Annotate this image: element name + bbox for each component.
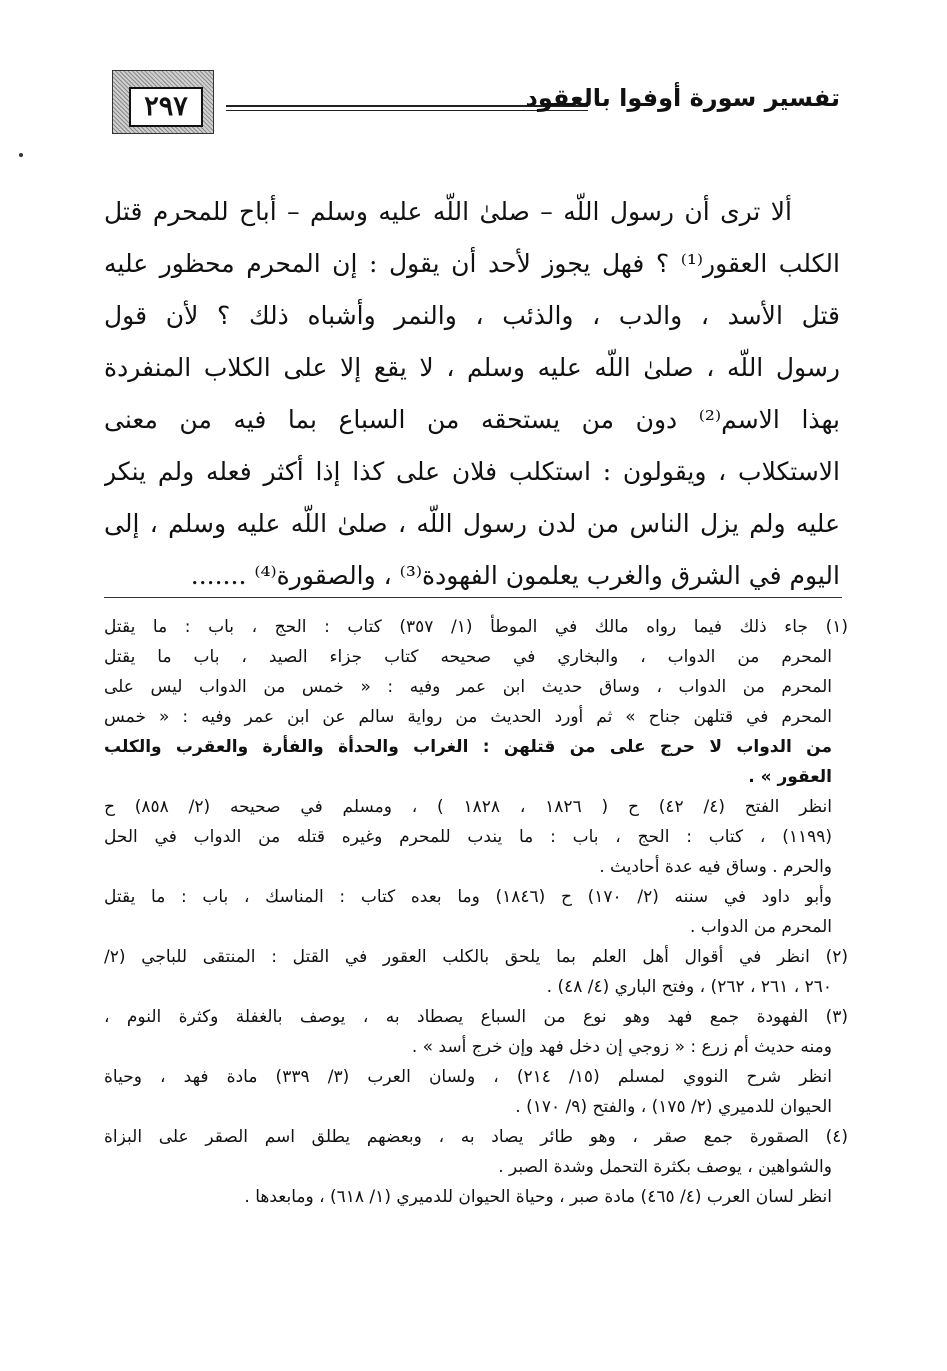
footnote-line: المحرم من الدواب . [689,917,832,937]
footnote-line: (٢) انظر في أقوال أهل العلم بما يلحق بالكلب العقور في القتل : المنتقى للباجي (٢/ [104,947,848,967]
footnote-line: انظر لسان العرب (٤/ ٤٦٥) مادة صبر ، وحياة الحيوان للدميري (١/ ٦١٨) ، ومابعدها . [244,1187,832,1207]
main-text-line: رسول اللّه ، صلىٰ اللّه عليه وسلم ، لا يقع إلا على الكلاب المنفردة [104,353,840,382]
main-text-line: اليوم في الشرق والغرب يعلمون الفهودة⁽³⁾ ، والصقورة⁽⁴⁾ ....... [190,561,840,590]
footnote-line: (١) جاء ذلك فيما رواه مالك في الموطأ (١/ ٣٥٧) كتاب : الحج ، باب : ما يقتل [104,617,848,637]
main-text-line: الاستكلاب ، ويقولون : استكلب فلان على كذا إذا أكثر فعله ولم ينكر [104,457,840,486]
main-text-line: عليه ولم يزل الناس من لدن رسول اللّه ، صلىٰ اللّه عليه وسلم ، إلى [104,509,840,538]
footnote-line: المحرم من الدواب ، والبخاري في صحيحه كتاب جزاء الصيد ، باب ما يقتل [104,647,832,667]
footnote-line: انظر شرح النووي لمسلم (١٥/ ٢١٤) ، ولسان العرب (٣/ ٣٣٩) مادة فهد ، وحياة [104,1067,832,1087]
footnote-line: (١١٩٩) ، كتاب : الحج ، باب : ما يندب للمحرم وغيره قتله من الدواب في الحل [104,827,832,847]
page-number: ٢٩٧ [129,87,203,127]
footnote-line: انظر الفتح (٤/ ٤٢) ح ( ١٨٢٦ ، ١٨٢٨ ) ، ومسلم في صحيحه (٢/ ٨٥٨) ح [104,797,832,817]
footnote-line: الحيوان للدميري (٢/ ١٧٥) ، والفتح (٩/ ١٧٠) . [515,1097,832,1117]
footnote-line: والشواهين ، يوصف بكثرة التحمل وشدة الصبر . [498,1157,832,1177]
main-text-line: ألا ترى أن رسول اللّه – صلىٰ اللّه عليه وسلم – أباح للمحرم قتل [104,197,792,226]
main-text-line: بهذا الاسم⁽²⁾ دون من يستحقه من السباع بما فيه من معنى [104,405,840,434]
main-text-line: قتل الأسد ، والدب ، والذئب ، والنمر وأشباه ذلك ؟ لأن قول [104,301,840,330]
footnote-line: (٤) الصقورة جمع صقر ، وهو طائر يصاد به ، وبعضهم يطلق اسم الصقر على البزاة [104,1127,848,1147]
main-text-line: الكلب العقور⁽¹⁾ ؟ فهل يجوز لأحد أن يقول : إن المحرم محظور عليه [104,249,840,278]
footnote-line: المحرم من الدواب ، وساق حديث ابن عمر وفيه : « خمس من الدواب ليس على [104,677,832,697]
footnote-line: من الدواب لا حرج على من قتلهن : الغراب والحدأة والفأرة والعقرب والكلب [104,737,832,757]
footnote-line: والحرم . وساق فيه عدة أحاديث . [599,857,832,877]
footnote-line: وأبو داود في سننه (٢/ ١٧٠) ح (١٨٤٦) وما بعده كتاب : المناسك ، باب : ما يقتل [104,887,832,907]
footnote-divider [104,597,842,598]
footnote-line: العقور » . [748,767,832,787]
page-number-box [112,70,214,134]
margin-dot [19,153,23,157]
footnote-line: المحرم في قتلهن جناح » ثم أورد الحديث من رواية سالم عن ابن عمر وفيه : « خمس [104,707,832,727]
footnote-line: (٣) الفهودة جمع فهد وهو نوع من السباع يصطاد به ، يوصف بالغفلة وكثرة النوم ، [104,1007,848,1027]
running-title: تفسير سورة أوفوا بالعقود [525,84,840,112]
footnote-line: ٢٦٠ ، ٢٦١ ، ٢٦٢) ، وفتح الباري (٤/ ٤٨) . [546,977,832,997]
footnote-line: ومنه حديث أم زرع : « زوجي إن دخل فهد وإن خرج أسد » . [411,1037,832,1057]
